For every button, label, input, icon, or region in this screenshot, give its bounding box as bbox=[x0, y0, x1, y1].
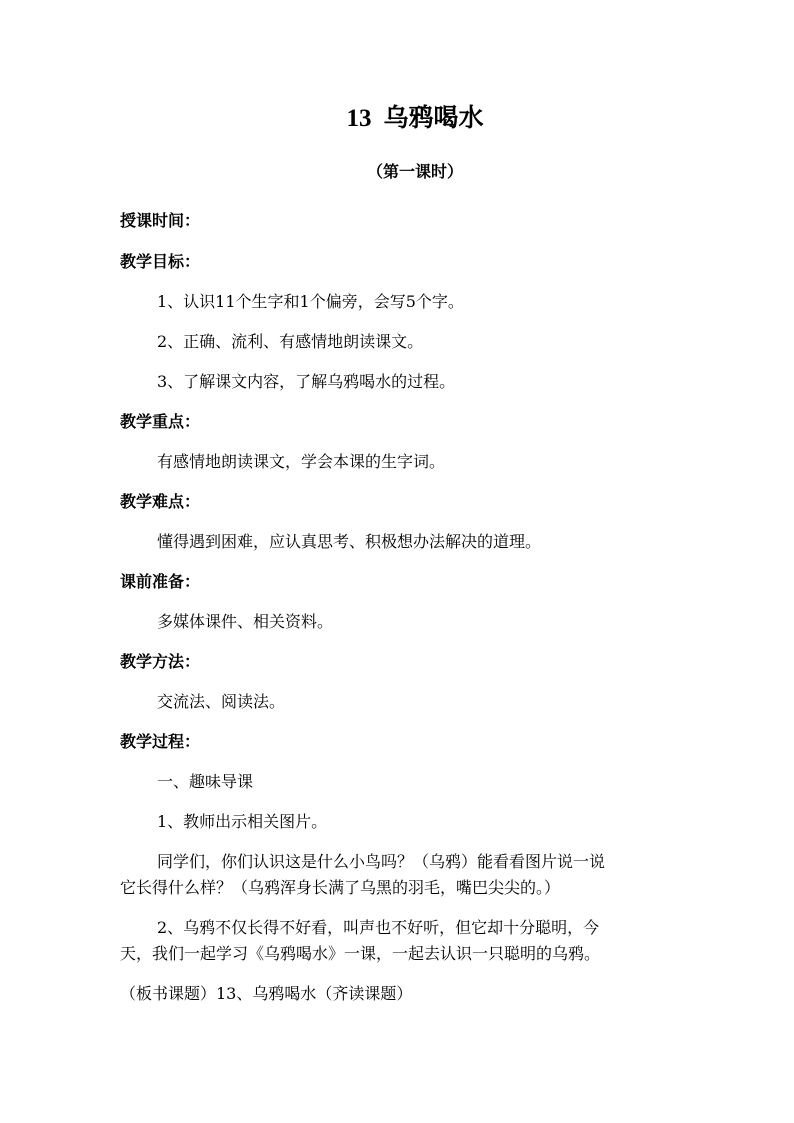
process-step-1: 1、教师出示相关图片。 bbox=[157, 812, 328, 831]
heading-preparation: 课前准备： bbox=[120, 572, 201, 591]
methods-text: 交流法、阅读法。 bbox=[157, 692, 286, 711]
lesson-subtitle: （第一课时） bbox=[366, 162, 463, 181]
goal-item-2: 2、正确、流利、有感情地朗读课文。 bbox=[157, 332, 424, 351]
goal-item-3: 3、了解课文内容，了解乌鸦喝水的过程。 bbox=[157, 372, 456, 391]
heading-methods: 教学方法： bbox=[120, 652, 201, 671]
process-section-1: 一、趣味导课 bbox=[157, 772, 254, 791]
lesson-number: 13 bbox=[346, 105, 372, 132]
heading-difficulties: 教学难点： bbox=[120, 492, 201, 511]
heading-process: 教学过程： bbox=[120, 732, 201, 751]
lesson-title bbox=[0, 100, 794, 137]
lesson-title-text: 乌鸦喝水 bbox=[383, 103, 484, 132]
goal-item-1: 1、认识11个生字和1个偏旁，会写5个字。 bbox=[157, 292, 464, 311]
process-board-title: （板书课题）13、乌鸦喝水（齐读课题） bbox=[120, 984, 413, 1003]
key-points-text: 有感情地朗读课文，学会本课的生字词。 bbox=[157, 452, 446, 471]
difficulties-text: 懂得遇到困难，应认真思考、积极想办法解决的道理。 bbox=[157, 532, 542, 551]
preparation-text: 多媒体课件、相关资料。 bbox=[157, 612, 334, 631]
process-paragraph-line-1: 同学们，你们认识这是什么小鸟吗？（乌鸦）能看看图片说一说 bbox=[157, 852, 606, 871]
heading-class-time: 授课时间： bbox=[120, 211, 201, 230]
process-paragraph2-line-2: 天，我们一起学习《乌鸦喝水》一课，一起去认识一只聪明的乌鸦。 bbox=[120, 944, 601, 963]
process-paragraph2-line-1: 2、乌鸦不仅长得不好看，叫声也不好听，但它却十分聪明，今 bbox=[157, 918, 600, 937]
heading-key-points: 教学重点： bbox=[120, 412, 201, 431]
heading-teaching-goals: 教学目标： bbox=[120, 252, 201, 271]
process-paragraph-line-2: 它长得什么样？（乌鸦浑身长满了乌黑的羽毛，嘴巴尖尖的。） bbox=[120, 878, 561, 897]
